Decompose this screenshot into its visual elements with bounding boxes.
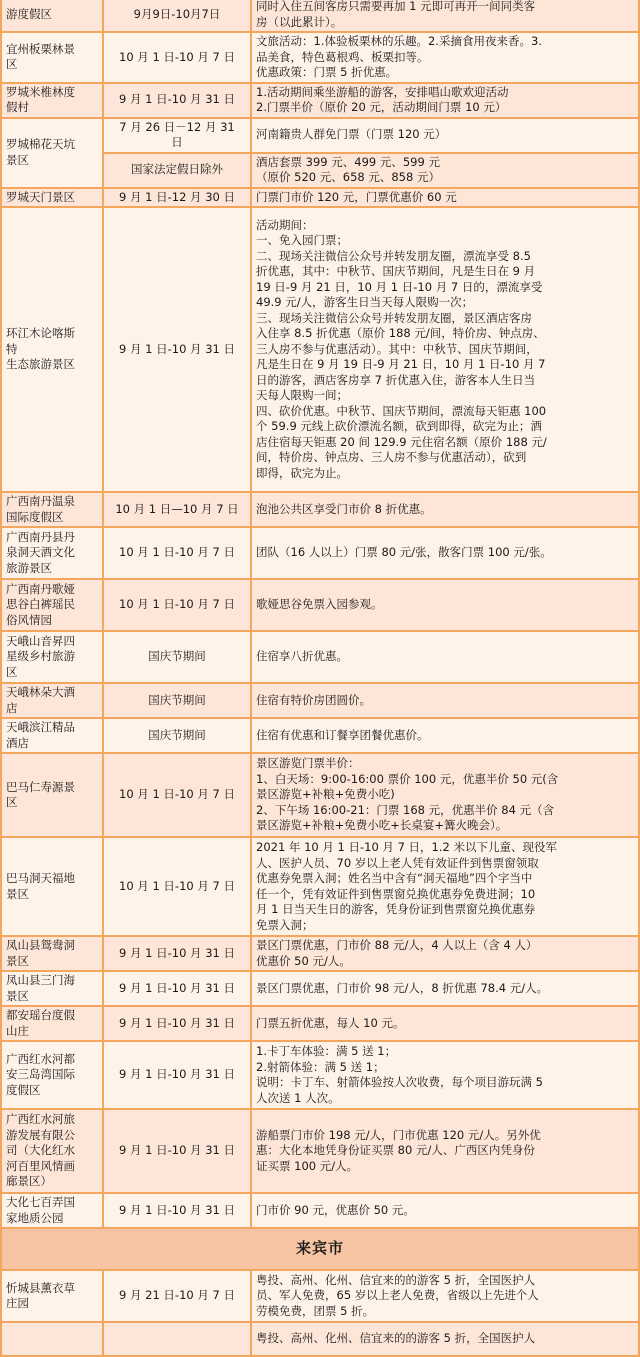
offer-description-cell (251, 1041, 639, 1109)
table-row (1, 1322, 639, 1356)
offer-description-line: 店住宿每天钜惠 20 间 129.9 元住宿名额（原价 188 元/ (256, 434, 547, 449)
venue-name-line: 广西南丹县丹 (6, 529, 75, 544)
offer-description-line: 歌娅思谷免票入园参观。 (256, 597, 383, 612)
offer-description-line: 人、医护人员、70 岁以上老人凭有效证件到售票窗领取 (256, 855, 539, 870)
offer-description-cell (251, 1322, 639, 1356)
date-range-cell (103, 753, 251, 837)
table-row (1, 32, 639, 83)
venue-name-line: 区 (6, 664, 18, 679)
venue-name-line: 广西南丹温泉 (6, 494, 75, 508)
venue-name-cell (1, 32, 103, 83)
date-range-line: 国家法定假日除外 (131, 162, 223, 177)
date-range-line: 国庆节期间 (148, 727, 206, 742)
offer-description-line: 河南籍贵人群免门票（门票 120 元） (256, 127, 447, 142)
offer-description-line: 免票入洞； (256, 917, 314, 932)
table-row (1, 527, 639, 579)
promotion-table-body (1, 0, 639, 1356)
venue-name-cell (1, 207, 103, 492)
date-range-cell (103, 527, 251, 579)
offer-description-line: 门市价 90 元，优惠价 50 元。 (256, 1202, 415, 1217)
table-row (1, 837, 639, 936)
table-row (1, 1041, 639, 1109)
offer-description-line: 优惠券免票入洞；姓名当中含有“洞天福地”四个字当中 (256, 871, 533, 885)
offer-description-cell (251, 118, 639, 153)
venue-name-line: 天峨林朵大酒 (6, 685, 75, 699)
date-range-cell (103, 0, 251, 32)
offer-description-line: 住宿享八折优惠。 (256, 649, 348, 664)
venue-name-line: 安三岛湾国际 (6, 1067, 75, 1082)
date-range-cell (103, 188, 251, 208)
venue-name-cell (1, 1109, 103, 1193)
venue-name-line: 环江木论喀斯 (6, 326, 75, 341)
venue-name-line: 度假区 (6, 1082, 41, 1097)
table-row (1, 753, 639, 837)
offer-description-cell (251, 683, 639, 718)
offer-description-cell (251, 0, 639, 32)
offer-description-cell (251, 83, 639, 118)
date-range-line: 10 月 1 日-10 月 7 日 (119, 878, 235, 893)
date-range-line: 国庆节期间 (148, 692, 206, 707)
venue-name-line: 大化七百弄国 (6, 1195, 75, 1209)
date-range-line: 10 月 1 日-10 月 7 日 (119, 597, 235, 612)
offer-description-line: 三、现场关注微信公众号并转发朋友圈，景区酒店客房 (256, 310, 532, 325)
table-row (1, 1270, 639, 1322)
venue-name-line: 生态旅游景区 (6, 357, 75, 372)
date-range-cell (103, 1041, 251, 1109)
venue-name-line: 景区 (6, 152, 29, 167)
venue-name-cell (1, 971, 103, 1006)
offer-description-line: 品美食，特色葛根鸡、板栗扣等。 (256, 49, 429, 64)
venue-name-cell (1, 1322, 103, 1356)
offer-description-line: 泡池公共区享受门市价 8 折优惠。 (256, 501, 432, 516)
venue-name-line: 巴马洞天福地 (6, 871, 75, 885)
section-header-row (1, 1228, 639, 1270)
venue-name-cell (1, 0, 103, 32)
venue-name-line: 广西南丹歌娅 (6, 581, 75, 596)
date-range-cell (103, 936, 251, 971)
offer-description-line: 19 日-9 月 21 日，10 月 1 日-10 月 7 日的，漂流享受 (256, 279, 543, 294)
venue-name-line: 游发展有限公 (6, 1127, 75, 1142)
venue-name-line: 国际度假区 (6, 509, 64, 524)
offer-description-line: 1.卡丁车体验：满 5 送 1； (256, 1044, 397, 1058)
date-range-line: 9 月 1 日-10 月 31 日 (119, 1015, 235, 1030)
venue-name-cell (1, 83, 103, 118)
offer-description-cell (251, 631, 639, 683)
venue-name-line: 天峨山音昇四 (6, 633, 75, 648)
venue-name-line: 庄园 (6, 1296, 29, 1310)
date-range-line: 9 月 1 日-10 月 31 日 (119, 945, 235, 960)
venue-name-line: 假村 (6, 100, 29, 114)
offer-description-line: 二、现场关注微信公众号并转发朋友圈，漂流享受 8.5 (256, 248, 531, 263)
date-range-line: 9 月 1 日-10 月 31 日 (119, 1202, 235, 1217)
date-range-cell (103, 1006, 251, 1041)
offer-description-line: 间，特价房、钟点房、三人房不参与优惠活动），砍到 (256, 450, 527, 465)
date-range-cell (103, 32, 251, 83)
table-row (1, 1193, 639, 1228)
offer-description-line: 劳模免费，团票 5 折。 (256, 1303, 375, 1318)
date-range-line: 10 月 1 日-10 月 7 日 (119, 49, 235, 64)
offer-description-cell (251, 971, 639, 1006)
date-range-line: 国庆节期间 (148, 649, 206, 664)
offer-description-cell (251, 579, 639, 631)
date-range-cell (103, 683, 251, 718)
table-row (1, 1006, 639, 1041)
date-range-cell (103, 579, 251, 631)
table-row (1, 579, 639, 631)
venue-name-line: 罗城米椎林度 (6, 84, 75, 99)
venue-name-cell (1, 837, 103, 936)
venue-name-cell (1, 1006, 103, 1041)
section-title: 来宾市 (1, 1228, 639, 1270)
offer-description-line: 景区门票优惠，门市价 88 元/人，4 人以上（含 4 人） (256, 938, 538, 952)
offer-description-line: 个 59.9 元线上砍价漂流名额，砍到即得，砍完为止；酒 (256, 419, 542, 434)
venue-name-line: 家地质公园 (6, 1210, 64, 1225)
offer-description-line: 2、下午场 16:00-21：门票 168 元，优惠半价 84 元（含 (256, 802, 555, 817)
date-range-line: 10 月 1 日-10 月 7 日 (119, 545, 235, 560)
venue-name-line: 广西红水河旅 (6, 1112, 75, 1127)
offer-description-line: 2.门票半价（原价 20 元，活动期间门票 10 元） (256, 100, 507, 114)
venue-name-cell (1, 1041, 103, 1109)
venue-name-cell (1, 631, 103, 683)
offer-description-cell (251, 1270, 639, 1322)
offer-description-line: 凡是生日在 9 月 19 日-9 月 21 日，10 月 1 日-10 月 7 (256, 357, 546, 372)
venue-name-cell (1, 118, 103, 188)
venue-name-line: 河百里风情画 (6, 1158, 75, 1173)
venue-name-line: 星级乡村旅游 (6, 649, 75, 664)
offer-description-line: 优惠价 50 元/人。 (256, 953, 351, 968)
date-range-line: 10 月 1 日—10 月 7 日 (115, 501, 239, 516)
venue-name-line: 泉洞天酒文化 (6, 545, 75, 560)
table-row (1, 188, 639, 208)
venue-name-cell (1, 683, 103, 718)
venue-name-line: 罗城天门景区 (6, 189, 75, 204)
offer-description-line: 酒店套票 399 元、499 元、599 元 (256, 154, 440, 169)
venue-name-line: 忻城县薰衣草 (6, 1280, 75, 1295)
offer-description-line: 三人房不参与优惠活动）。其中：中秋节、国庆节期间， (256, 341, 538, 356)
date-range-cell (103, 1193, 251, 1228)
offer-description-line: 房（以此累计）。 (256, 14, 343, 29)
offer-description-line: 优惠政策：门票 5 折优惠。 (256, 65, 398, 79)
date-range-cell (103, 631, 251, 683)
date-range-cell (103, 207, 251, 492)
date-range-cell (103, 837, 251, 936)
table-row (1, 492, 639, 527)
table-row (1, 936, 639, 971)
offer-description-cell (251, 153, 639, 188)
venue-name-cell (1, 188, 103, 208)
venue-name-cell (1, 1193, 103, 1228)
offer-description-cell (251, 188, 639, 208)
venue-name-line: 廊景区） (6, 1174, 52, 1189)
venue-name-cell (1, 527, 103, 579)
table-row (1, 118, 639, 153)
offer-description-line: 门票五折优惠，每人 10 元。 (256, 1015, 405, 1030)
offer-description-line: 景区游览门票半价： (256, 756, 360, 771)
venue-name-line: 天峨滨江精品 (6, 720, 75, 734)
offer-description-cell (251, 1006, 639, 1041)
offer-description-line: 1、白天场：9:00-16:00 票价 100 元，优惠半价 50 元(含 (256, 771, 559, 786)
offer-description-line: 说明：卡丁车、射箭体验按人次收费，每个项目游玩满 5 (256, 1075, 543, 1089)
offer-description-line: （原价 520 元、658 元、858 元） (256, 170, 440, 184)
offer-description-line: 天每人限购一间； (256, 388, 348, 403)
offer-description-line: 住宿有优惠和订餐享团餐优惠价。 (256, 727, 429, 742)
date-range-line: 7 月 26 日－12 月 31 (119, 119, 235, 134)
venue-name-line: 景区 (6, 886, 29, 901)
offer-description-line: 景区游览+补粮+免费小吃) (256, 787, 395, 802)
offer-description-line: 同时入住五间客房只需要再加 1 元即可再开一间同类客 (256, 0, 536, 13)
offer-description-line: 证买票 100 元/人。 (256, 1158, 359, 1173)
venue-name-line: 区 (6, 795, 18, 809)
venue-name-line: 游度假区 (6, 6, 52, 21)
offer-description-line: 住宿有特价房团圆价。 (256, 692, 371, 707)
venue-name-line: 俗风情园 (6, 612, 52, 627)
venue-name-line: 都安瑶台度假 (6, 1008, 75, 1022)
offer-description-cell (251, 837, 639, 936)
date-range-cell (103, 83, 251, 118)
offer-description-line: 一、免入园门票； (256, 233, 348, 248)
date-range-line: 日 (171, 135, 183, 149)
offer-description-line: 景区门票优惠，门市价 98 元/人，8 折优惠 78.4 元/人。 (256, 980, 549, 995)
table-row (1, 83, 639, 118)
venue-name-cell (1, 579, 103, 631)
offer-description-line: 粤投、高州、化州、信宜来的的游客 5 折，全国医护人 (256, 1272, 536, 1287)
venue-name-line: 思谷白裤瑶民 (6, 597, 75, 612)
venue-name-line: 旅游景区 (6, 560, 52, 575)
table-row (1, 718, 639, 753)
venue-name-line: 店 (6, 700, 18, 715)
offer-description-line: 员、军人免费，65 岁以上老人免费，省级以上先进个人 (256, 1288, 539, 1303)
venue-name-line: 景区 (6, 953, 29, 968)
offer-description-line: 门票门市价 120 元，门票优惠价 60 元 (256, 189, 457, 204)
offer-description-line: 人次送 1 人次。 (256, 1090, 340, 1105)
table-row (1, 0, 639, 32)
table-row (1, 1109, 639, 1193)
venue-name-line: 巴马仁寿源景 (6, 779, 75, 794)
venue-name-line: 区 (6, 57, 18, 72)
venue-name-cell (1, 936, 103, 971)
date-range-line: 9 月 1 日-12 月 30 日 (119, 189, 235, 204)
offer-description-line: 游船票门市价 198 元/人，门市优惠 120 元/人。另外优 (256, 1127, 541, 1142)
offer-description-line: 即得，砍完为止。 (256, 465, 348, 480)
venue-name-line: 广西红水河都 (6, 1051, 75, 1066)
table-row (1, 631, 639, 683)
offer-description-line: 入住享 8.5 折优惠（原价 188 元/间，特价房、钟点房、 (256, 326, 545, 341)
offer-description-cell (251, 1193, 639, 1228)
offer-description-line: 四、砍价优惠。中秋节、国庆节期间，漂流每天钜惠 100 (256, 403, 547, 418)
offer-description-cell (251, 1109, 639, 1193)
date-range-line: 10 月 1 日-10 月 7 日 (119, 787, 235, 802)
offer-description-line: 2021 年 10 月 1 日-10 月 7 日，1.2 米以下儿童、现役军 (256, 840, 558, 854)
offer-description-line: 2.射箭体验：满 5 送 1； (256, 1059, 385, 1074)
date-range-cell (103, 1109, 251, 1193)
offer-description-cell (251, 936, 639, 971)
offer-description-line: 景区游览+补粮+免费小吃+长桌宴+篝火晚会）。 (256, 818, 508, 833)
date-range-line: 9 月 21 日-10 月 7 日 (119, 1288, 235, 1303)
date-range-cell (103, 492, 251, 527)
venue-name-cell (1, 753, 103, 837)
offer-description-line: 月 1 日当天生日的游客，凭身份证到售票窗兑换优惠券 (256, 902, 536, 916)
offer-description-cell (251, 527, 639, 579)
date-range-cell (103, 971, 251, 1006)
offer-description-cell (251, 718, 639, 753)
offer-description-line: 任一个，凭有效证件到售票窗兑换优惠券免费进洞；10 (256, 886, 536, 901)
date-range-line: 9 月 1 日-10 月 31 日 (119, 980, 235, 995)
venue-name-line: 宜州板栗林景 (6, 41, 75, 56)
date-range-line: 9 月 1 日-10 月 31 日 (119, 341, 235, 356)
venue-name-line: 凤山县三门海 (6, 973, 75, 987)
offer-description-line: 49.9 元/人，游客生日当天每人限购一次； (256, 295, 474, 310)
offer-description-line: 日的游客，酒店客房享 7 折优惠入住，游客本人生日当 (256, 372, 536, 387)
venue-name-cell (1, 1270, 103, 1322)
venue-name-line: 凤山县鸳鸯洞 (6, 938, 75, 952)
date-range-cell (103, 118, 251, 153)
date-range-line: 9 月 1 日-10 月 31 日 (119, 1067, 235, 1082)
offer-description-cell (251, 207, 639, 492)
venue-name-line: 罗城棉花天坑 (6, 137, 75, 151)
table-row (1, 683, 639, 718)
offer-description-line: 活动期间： (256, 217, 314, 232)
date-range-line: 9月9日-10月7日 (133, 6, 221, 21)
date-range-cell (103, 718, 251, 753)
offer-description-line: 团队（16 人以上）门票 80 元/张，散客门票 100 元/张。 (256, 545, 552, 560)
venue-name-line: 司（大化红水 (6, 1143, 75, 1158)
offer-description-line: 粤投、高州、化州、信宜来的的游客 5 折，全国医护人 (256, 1331, 536, 1346)
date-range-cell (103, 1322, 251, 1356)
venue-name-cell (1, 718, 103, 753)
date-range-cell (103, 153, 251, 188)
venue-name-line: 酒店 (6, 735, 29, 750)
venue-name-line: 景区 (6, 988, 29, 1003)
date-range-line: 9 月 1 日-10 月 31 日 (119, 92, 235, 107)
table-row (1, 207, 639, 492)
date-range-cell (103, 1270, 251, 1322)
table-row (1, 971, 639, 1006)
venue-name-cell (1, 492, 103, 527)
offer-description-cell (251, 492, 639, 527)
venue-name-line: 特 (6, 341, 18, 356)
date-range-line: 9 月 1 日-10 月 31 日 (119, 1143, 235, 1158)
offer-description-line: 文旅活动：1.体验板栗林的乐趣。2.采摘食用夜来香。3. (256, 34, 542, 48)
offer-description-line: 折优惠，其中：中秋节、国庆节期间，凡是生日在 9 月 (256, 264, 536, 279)
offer-description-line: 惠：大化本地凭身份证买票 80 元/人、广西区内凭身份 (256, 1143, 535, 1158)
offer-description-cell (251, 753, 639, 837)
offer-description-cell (251, 32, 639, 83)
venue-name-line: 山庄 (6, 1023, 29, 1038)
offer-description-line: 1.活动期间乘坐游船的游客，安排唱山歌欢迎活动 (256, 84, 509, 99)
